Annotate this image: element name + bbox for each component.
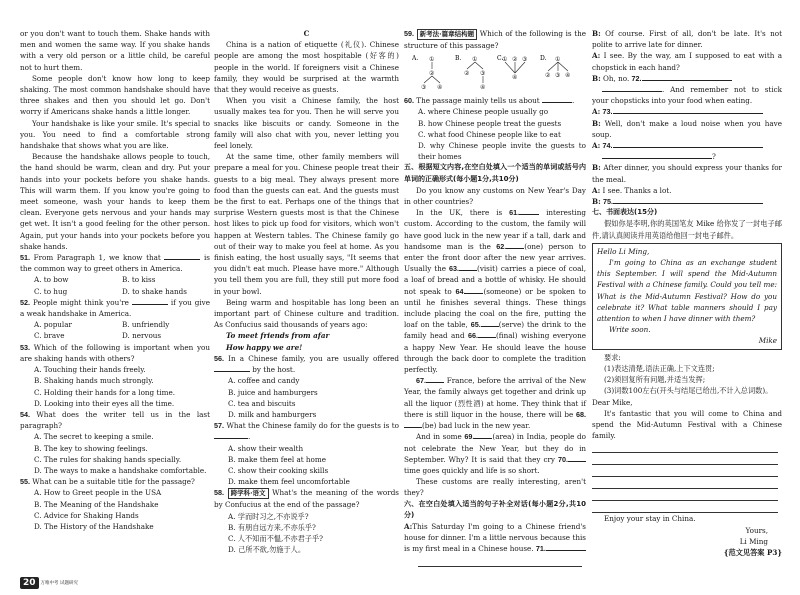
section-7-intro: 假如你是李明,你的英国笔友 Mike 给你发了一封电子邮件,请认真阅读并用英语给他回一封电子邮件。 xyxy=(592,219,782,240)
answer-line[interactable] xyxy=(418,555,582,567)
confucius-quote: How happy we are! xyxy=(226,342,303,352)
section-5-title: 五、根据短文内容,在空白处填入一个适当的单词或括号内单词的正确形式(每小题1分,共10分) xyxy=(404,163,586,183)
question-tag: 新考法·篇章结构题 xyxy=(417,29,477,40)
option[interactable]: B. The key to showing feelings. xyxy=(34,443,148,453)
passage-b-paragraph: Some people don't know how long to keep shaking. The most common handshake should have three shakes and then you should let go. Don't worry if Americans shake hands a little longer. xyxy=(20,73,210,117)
answer-blank[interactable] xyxy=(481,319,499,327)
svg-text:④: ④ xyxy=(564,72,571,80)
dialogue-line: . And remember not to stick your chopsticks into your food when eating. xyxy=(592,85,782,106)
answer-blank[interactable] xyxy=(568,454,586,462)
question-60: 60. The passage mainly tells us about . A. where Chinese people usually go B. how Chinese people treat the guests C. what food Chinese people like to eat D. why Chinese people invite the guests to their homes xyxy=(404,96,586,162)
writing-line[interactable] xyxy=(592,441,778,453)
svg-text:②: ② xyxy=(544,72,551,80)
option[interactable]: C. 人不知而不愠,不亦君子乎? xyxy=(228,533,324,543)
svg-text:③: ③ xyxy=(522,56,528,64)
answer-blank[interactable] xyxy=(465,286,483,294)
svg-text:②: ② xyxy=(512,56,518,64)
svg-text:②: ② xyxy=(429,70,435,78)
reply-salutation: Dear Mike, xyxy=(592,397,633,407)
question-56: 56. In a Chinese family, you are usually offered by the host. A. coffee and candy B. juice and hamburgers C. tea and biscuits D. milk and hamburgers xyxy=(214,353,399,419)
column-2 xyxy=(214,28,399,555)
dialogue-line: A:This Saturday I'm going to a Chinese friend's house for dinner. I'm a little nervous because this is my first meal in a Chinese house. 71. xyxy=(404,521,586,554)
option[interactable]: A. How to Greet people in the USA xyxy=(34,488,162,498)
reply-yours: Yours, xyxy=(745,525,768,535)
option[interactable]: B. make them feel at home xyxy=(228,454,326,464)
reply-closing: Enjoy your stay in China. xyxy=(604,514,696,524)
reply-opening: It's fantastic that you will come to China and spend the Mid-Autumn Festival with a Chinese family. xyxy=(592,408,782,441)
option[interactable]: B. juice and hamburgers xyxy=(228,387,318,397)
answer-blank[interactable] xyxy=(546,543,586,551)
section-5-paragraph: And in some 69. (area) in India, people do not celebrate the New Year, but they do in September. Why? It is said that they cry 70. time goes quickly and life is so short. xyxy=(404,432,586,475)
answer-blank[interactable] xyxy=(519,207,539,215)
option[interactable]: D. to shake hands xyxy=(122,286,187,296)
question-51: 51. From Paragraph 1, we know that is the common way to greet others in America. A. to bow B. to kiss C. to hug D. to shake hands xyxy=(20,253,210,296)
passage-c-paragraph: Being warm and hospitable has long been an important part of Chinese culture and tradition. As Confucius said thousands of years ago: xyxy=(214,297,399,330)
answer-reference: {范文见答案 P3} xyxy=(723,547,782,557)
option[interactable]: A. popular xyxy=(34,320,72,330)
option[interactable]: C. The rules for shaking hands specially. xyxy=(34,454,182,464)
column-4 xyxy=(592,28,782,558)
email-greeting: Hello Li Ming, xyxy=(597,246,650,256)
structure-diagram-b[interactable] xyxy=(455,53,493,97)
svg-text:D.: D. xyxy=(539,55,547,63)
answer-blank[interactable] xyxy=(214,364,250,372)
question-57: 57. What the Chinese family do for the guests is to . A. show their wealth B. make them feel at home C. show their cooking skills D. make them feel uncomfortable xyxy=(214,421,399,487)
answer-blank[interactable] xyxy=(132,297,168,305)
option[interactable]: D. make them feel uncomfortable xyxy=(228,477,350,487)
passage-b-end: or you don't want to touch them. Shake hands with men and women the same way. If you shake hands with a very old person or a little child, be careful not to hurt them. xyxy=(20,29,210,72)
dialogue-line: B: Well, don't make a loud noise when you have soup. xyxy=(592,118,782,139)
option[interactable]: D. why Chinese people invite the guests to their homes xyxy=(418,141,586,162)
svg-text:①: ① xyxy=(429,56,435,64)
reply-name: Li Ming xyxy=(739,536,768,546)
dialogue-line: B: Oh, no. 72. xyxy=(592,73,782,84)
question-58: 58. 跨学科·语文 What's the meaning of the words by Confucius at the end of the passage? A. 学而时习之,不亦说乎? B. 有朋自远方来,不亦乐乎? C. 人不知而不愠,不亦君子乎? D. 己所不欲,勿施于人。 xyxy=(214,488,399,555)
option[interactable]: A. Touching their hands freely. xyxy=(34,365,146,375)
page-number-value: 20 xyxy=(20,577,39,589)
option[interactable]: A. The secret to keeping a smile. xyxy=(34,432,154,442)
svg-text:B.: B. xyxy=(454,55,461,63)
option[interactable]: D. nervous xyxy=(122,331,162,341)
section-5-intro: Do you know any customs on New Year's Day in other countries? xyxy=(404,185,586,207)
passage-c-paragraph: At the same time, other family members will prepare a meal for you. Chinese people treat their guests to a big meal. They always present more food than the guests can eat. And the guests must be the first to eat. Perhaps one of the things that surprise Western guests most is that the Chinese host likes to pick up food for visitors, which won't happen at Western tables. The Chinese family go out of their way to make you feel at home. As you finish eating, the host usually says, "It seems that you didn't eat much. Please have more." Although you tell them you are full, they still put more food in your bowl. xyxy=(214,152,399,296)
column-1 xyxy=(20,28,210,532)
svg-text:④: ④ xyxy=(437,84,443,92)
email-signature: Mike xyxy=(758,336,777,346)
publisher-brand: 万唯中考 试题研究 xyxy=(40,580,78,586)
question-52: 52. People might think you're if you give a weak handshake in America. A. popular B. unfriendly C. brave D. nervous xyxy=(20,297,210,341)
section-6-title: 六、在空白处填入适当的句子补全对话(每小题2分,共10分) xyxy=(404,499,586,519)
dialogue-line: A: 73. xyxy=(592,106,782,117)
option[interactable]: D. 己所不欲,勿施于人。 xyxy=(228,545,306,555)
answer-blank[interactable] xyxy=(613,106,763,114)
structure-diagram-c[interactable] xyxy=(497,53,535,97)
writing-line[interactable] xyxy=(592,501,778,513)
question-53: 53. Which of the following is important when you are shaking hands with others? A. Touching their hands freely. B. Shaking hands much strongly. C. Holding their hands for a long time. D. Looking into their eyes all the time. xyxy=(20,342,210,408)
option[interactable]: D. milk and hamburgers xyxy=(228,409,317,419)
answer-blank[interactable] xyxy=(426,375,444,383)
option[interactable]: C. Holding their hands for a long time. xyxy=(34,387,175,397)
option[interactable]: D. The History of the Handshake xyxy=(34,521,154,531)
answer-blank[interactable] xyxy=(613,196,763,204)
option[interactable]: C. what food Chinese people like to eat xyxy=(418,129,561,139)
passage-b-paragraph: Because the handshake allows people to touch, the hand should be warm, clean and dry. Put your hands into your pockets before you shake hands. This will warm them. If you know you're going to meet someone, wash your hands to keep them clean. Everyone gets nervous and your hands may get wet. It isn't a good feeling for the other person. Again, put your hands into your pockets before you shake hands. xyxy=(20,152,210,251)
passage-label: C xyxy=(303,29,310,38)
option[interactable]: C. show their cooking skills xyxy=(228,465,329,475)
dialogue-line: A: 74. xyxy=(592,140,782,151)
question-tag: 跨学科·语文 xyxy=(228,488,269,499)
option[interactable]: C. brave xyxy=(34,331,65,341)
dialogue-line: ? xyxy=(592,151,782,162)
svg-text:④: ④ xyxy=(479,84,486,92)
section-5-paragraph: 67. France, before the arrival of the New Year, the family always get together and drink up all the liquor (烈性酒) at home. They think that if there is still liquor in the house, there will be 68.(be) bad luck in the new year. xyxy=(404,376,586,431)
question-59: 59. 新考法·篇章结构题 Which of the following is the structure of this passage? A. ① ② ③ ④ B. ① ② ③ ④ C. ① ② ③ ④ D. ① ② ③ ④ xyxy=(404,28,586,95)
option[interactable]: A. 学而时习之,不亦说乎? xyxy=(228,511,309,521)
option[interactable]: A. where Chinese people usually go xyxy=(418,107,549,117)
dialogue-line: B: 75. xyxy=(592,196,782,207)
writing-line[interactable] xyxy=(592,489,778,501)
passage-c-paragraph: China is a nation of etiquette (礼仪). Chinese people are among the most hospitable (好客的) people in the world. If foreigners visit a Chinese family, they would be surprised at the warmth that they would receive as guests. xyxy=(214,40,399,95)
option[interactable]: B. unfriendly xyxy=(122,320,170,330)
answer-blank[interactable] xyxy=(459,263,477,271)
svg-text:C.: C. xyxy=(497,55,504,63)
option[interactable]: A. coffee and candy xyxy=(228,376,300,386)
structure-diagram-d[interactable] xyxy=(540,53,578,97)
option[interactable]: D. The ways to make a handshake comfortable. xyxy=(34,465,207,475)
option[interactable]: D. Looking into their eyes all the time. xyxy=(34,398,175,408)
answer-blank[interactable] xyxy=(214,431,248,439)
structure-diagrams xyxy=(404,51,586,95)
option[interactable]: C. tea and biscuits xyxy=(228,398,296,408)
email-box xyxy=(592,243,782,350)
answer-blank[interactable] xyxy=(542,95,572,103)
option[interactable]: B. The Meaning of the Handshake xyxy=(34,499,159,509)
requirement: (3)词数100左右(开头与结尾已给出,不计入总词数)。 xyxy=(604,386,773,396)
answer-blank[interactable] xyxy=(642,73,732,81)
svg-text:①: ① xyxy=(502,56,508,64)
section-7-title: 七、书面表达(15分) xyxy=(592,208,658,217)
svg-text:③: ③ xyxy=(479,70,486,78)
option[interactable]: C. Advice for Shaking Hands xyxy=(34,510,139,520)
passage-c-paragraph: When you visit a Chinese family, the host usually makes tea for you. Then he will serve you snacks like biscuits or candy. Someone in the family will also chat with you, never letting you feel lonely. xyxy=(214,96,399,151)
option[interactable]: B. Shaking hands much strongly. xyxy=(34,376,154,386)
question-54: 54. What does the writer tell us in the last paragraph? A. The secret to keeping a smile. B. The key to showing feelings. C. The rules for shaking hands specially. D. The ways to make a handshake comfortable. xyxy=(20,409,210,475)
option[interactable]: B. how Chinese people treat the guests xyxy=(418,118,562,128)
dialogue-line: A: I see. By the way, am I supposed to eat with a chopstick in each hand? xyxy=(592,51,782,72)
dialogue-line: B: Of course. First of all, don't be late. It's not polite to arrive late for dinner. xyxy=(592,29,782,50)
svg-text:②: ② xyxy=(463,70,470,78)
answer-blank[interactable] xyxy=(613,140,763,148)
section-5-paragraph: These customs are really interesting, aren't they? xyxy=(404,477,586,498)
page-number xyxy=(20,576,78,590)
dialogue-line: A: I see. Thanks a lot. xyxy=(592,185,672,195)
svg-text:③: ③ xyxy=(554,72,561,80)
svg-text:④: ④ xyxy=(512,74,518,82)
option[interactable]: A. show their wealth xyxy=(228,443,304,453)
requirement: (1)表达清楚,语法正确,上下文连贯; xyxy=(604,363,715,373)
option[interactable]: C. to hug xyxy=(34,286,68,296)
passage-b-paragraph: Your handshake is like your smile. It's special to you. You need to find a comfortable strong handshake that shows what you are like. xyxy=(20,118,210,151)
dialogue-line: B: After dinner, you should express your thanks for the meal. xyxy=(592,163,782,184)
answer-blank[interactable] xyxy=(602,151,712,159)
answer-blank[interactable] xyxy=(602,84,662,92)
column-3 xyxy=(404,28,586,567)
writing-line[interactable] xyxy=(592,477,778,489)
writing-line[interactable] xyxy=(592,453,778,465)
confucius-quote: To meet friends from afar xyxy=(226,331,330,341)
answer-blank[interactable] xyxy=(478,330,496,338)
email-closing: Write soon. xyxy=(609,325,651,335)
svg-text:①: ① xyxy=(554,56,561,64)
svg-text:A.: A. xyxy=(412,55,419,63)
option[interactable]: B. to kiss xyxy=(122,275,156,285)
svg-text:①: ① xyxy=(471,56,478,64)
answer-blank[interactable] xyxy=(474,431,492,439)
structure-diagram-a[interactable] xyxy=(412,53,450,97)
requirement: (2)须回复所有问题,并适当发挥; xyxy=(604,375,706,385)
option[interactable]: B. 有朋自远方来,不亦乐乎? xyxy=(228,522,316,532)
answer-blank[interactable] xyxy=(506,241,524,249)
option[interactable]: A. to bow xyxy=(34,275,69,285)
email-body: I'm going to China as an exchange student this September. I will spend the Mid-Autumn Festival with a Chinese family. Could you tell me: What is the Mid-Autumn Festival? How do you celebrate it? What table manners should I pay attention to when I have dinner with them? xyxy=(597,258,777,324)
answer-blank[interactable] xyxy=(164,252,200,260)
writing-line[interactable] xyxy=(592,465,778,477)
svg-text:③: ③ xyxy=(421,84,427,92)
answer-blank[interactable] xyxy=(404,420,422,428)
question-55: 55. What can be a suitable title for the passage? A. How to Greet people in the USA B. The Meaning of the Handshake C. Advice for Shaking Hands D. The History of the Handshake xyxy=(20,476,210,532)
section-5-paragraph: In the UK, there is 61. interesting custom. According to the custom, the family will have good luck in the new year if a tall, dark and handsome man is the 62. (one) person to enter the front door after the new year arrives. Usually the 63. (visit) carries a piece of coal, a loaf of bread and a bottle of whisky. He should not speak to 64. (someone) or be spoken to until he finishes several things. These things include placing the coal on the fire, putting the loaf on the table, 65. (serve) the drink to the family head and 66. (final) wishing everyone a happy New Year. He should leave the house through the back door to complete the tradition perfectly. xyxy=(404,208,587,375)
requirements-title: 要求: xyxy=(604,352,621,362)
